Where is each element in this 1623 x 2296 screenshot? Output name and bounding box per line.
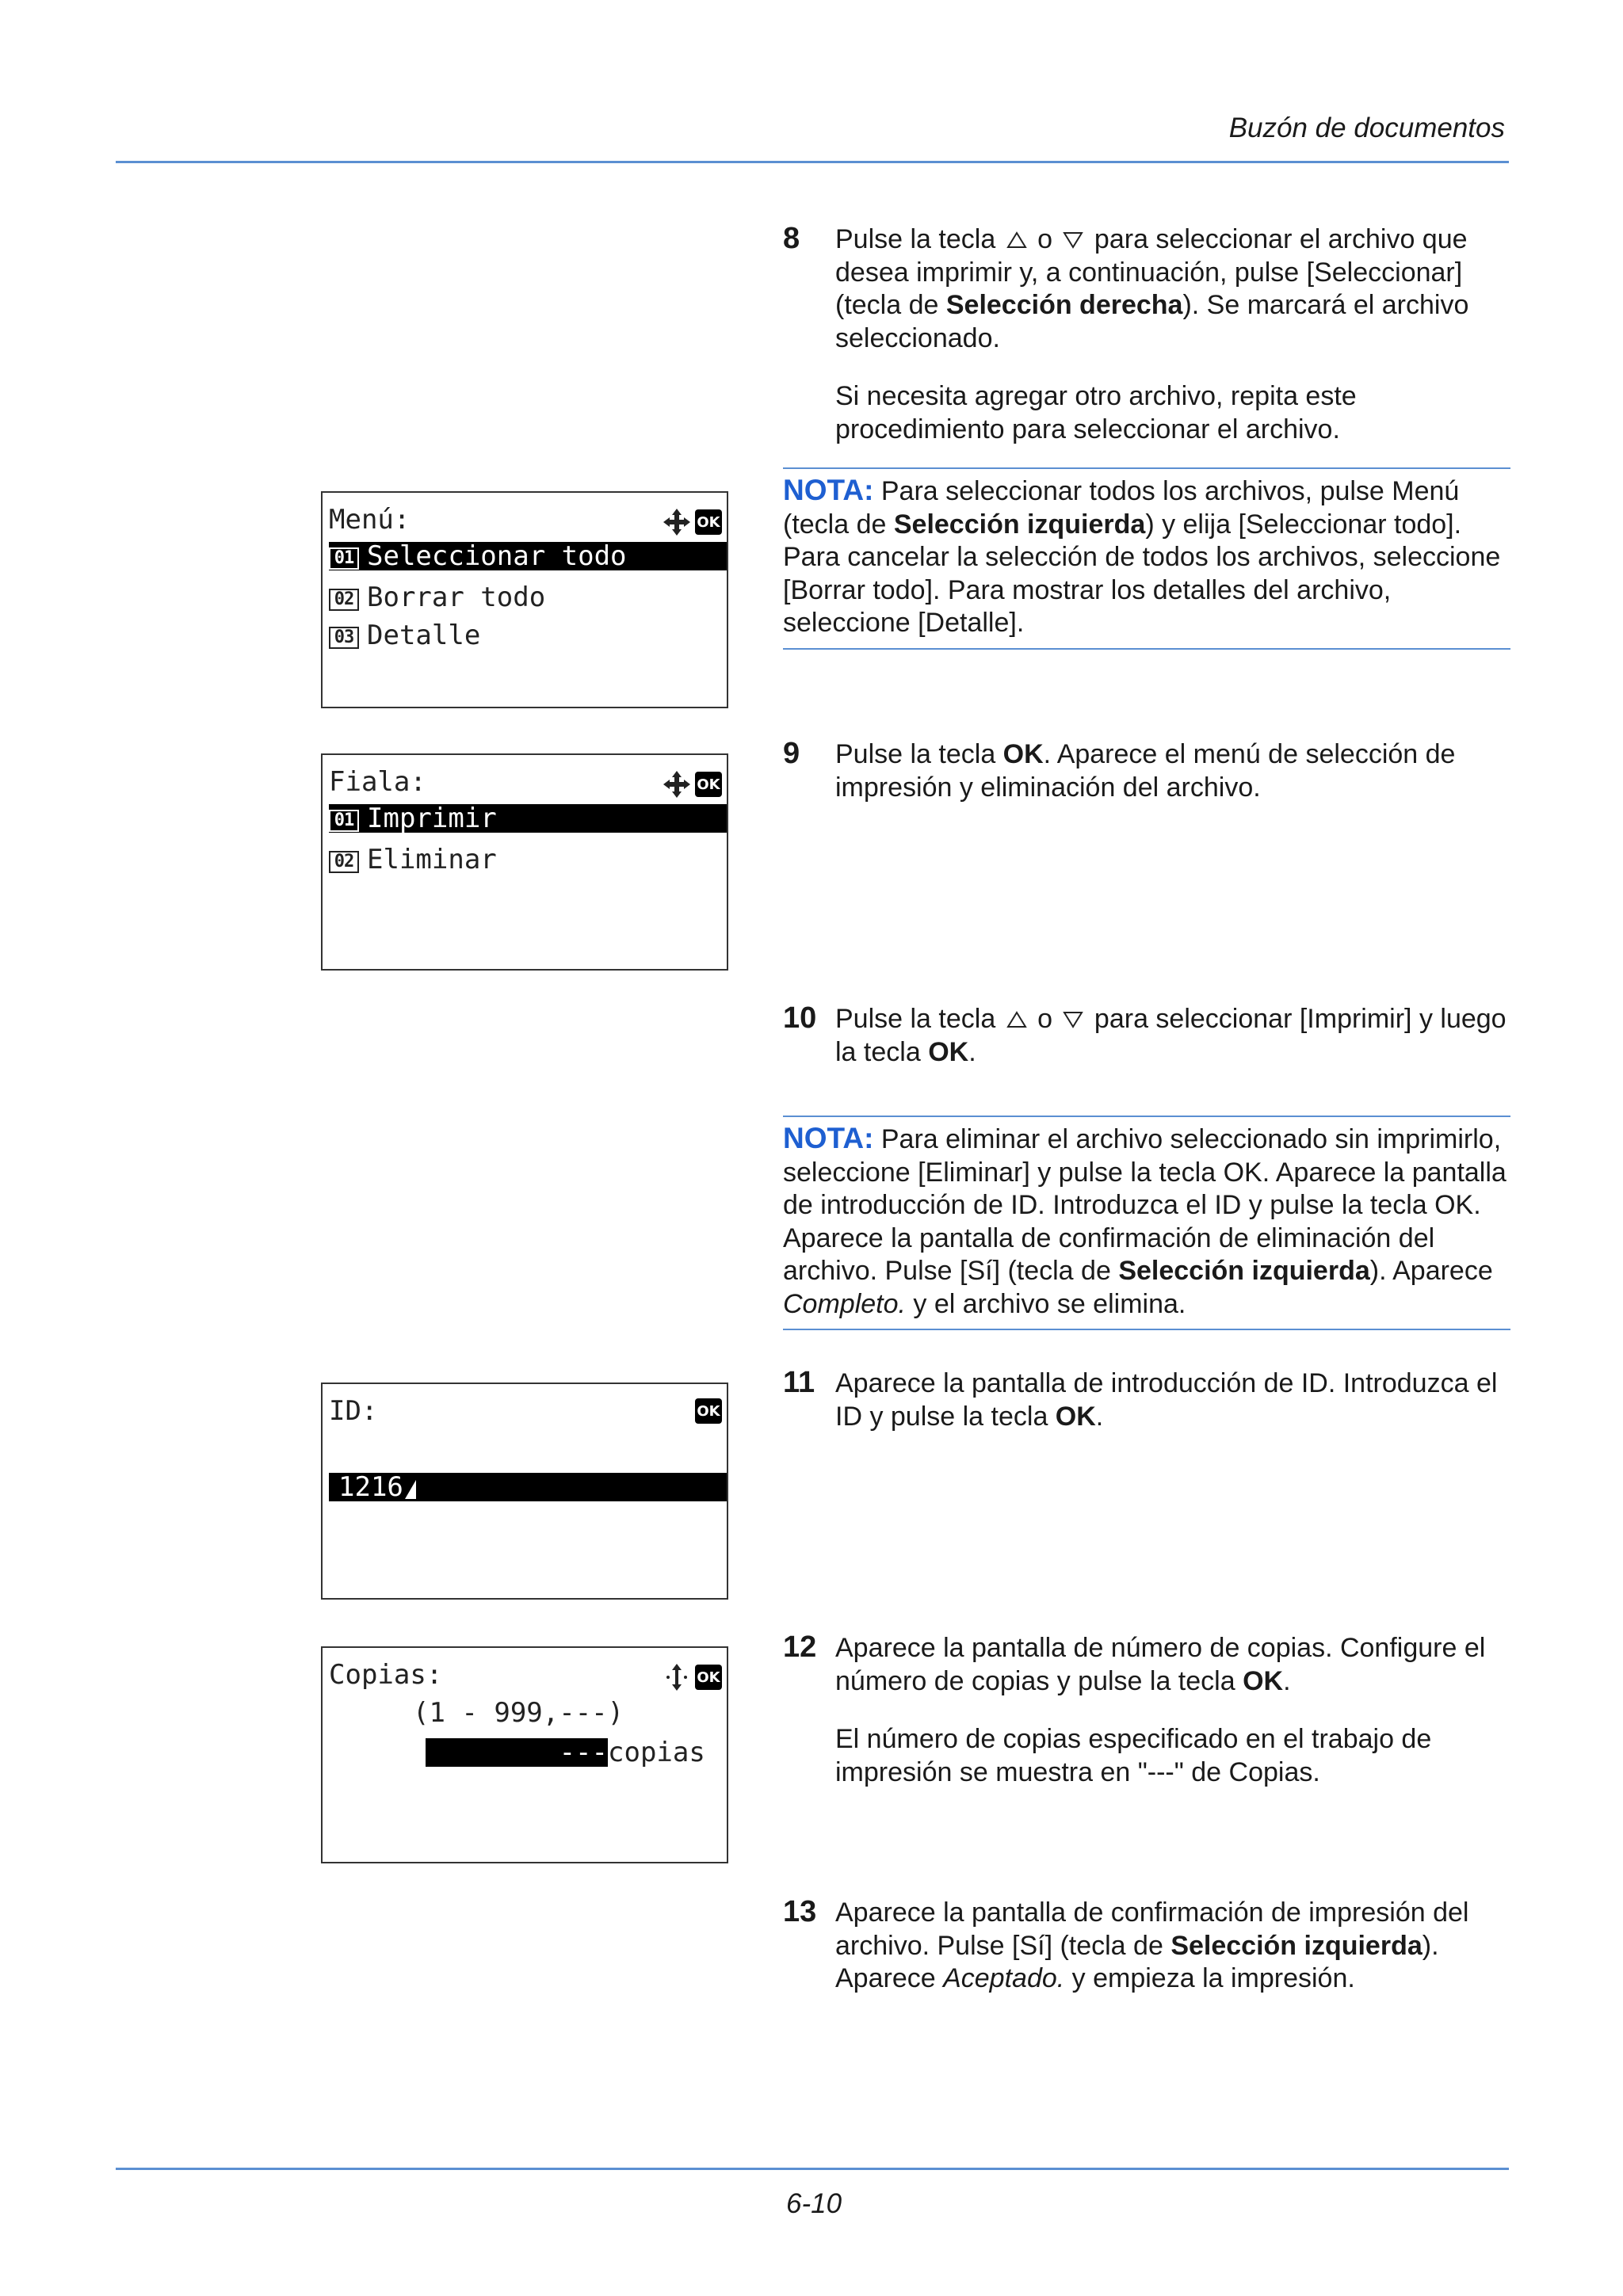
menu-item-print[interactable]: 01 Imprimir	[329, 804, 727, 833]
step-8	[783, 223, 1512, 446]
step-number: 12	[783, 1630, 817, 1664]
menu-item-clear-all[interactable]: 02 Borrar todo	[329, 583, 727, 612]
step-text: Pulse la tecla OK. Aparece el menú de selección de impresión y eliminación del archivo.	[835, 739, 1456, 803]
step-13	[783, 1897, 1512, 1996]
step-text: Aparece la pantalla de número de copias. Configure el número de copias y pulse la tecla OK.	[835, 1633, 1486, 1696]
step-number: 9	[783, 737, 800, 770]
down-triangle-icon	[1063, 1011, 1083, 1028]
screen-title: Menú:	[329, 504, 411, 536]
step-text: Aparece la pantalla de confirmación de impresión del archivo. Pulse [Sí] (tecla de Selección izquierda). Aparece Aceptado. y empieza la impresión.	[835, 1897, 1469, 1993]
footer-rule	[116, 2168, 1509, 2170]
note-delete-file: NOTA: Para eliminar el archivo seleccionado sin imprimirlo, seleccione [Eliminar] y pulse la tecla OK. Aparece la pantalla de introducción de ID. Introduzca el ID y pulse la tecla OK. Aparece la pantalla de confirmación de eliminación del archivo. Pulse [Sí] (tecla de Selección izquierda). Aparece Completo. y el archivo se elimina.	[783, 1116, 1510, 1330]
lcd-menu-screen	[321, 491, 728, 708]
page-number: 6-10	[786, 2188, 842, 2219]
ok-icon: OK	[695, 772, 722, 797]
step-number: 10	[783, 1001, 817, 1035]
step-12	[783, 1632, 1512, 1789]
note-select-all: NOTA: Para seleccionar todos los archivos, pulse Menú (tecla de Selección izquierda) y elija [Seleccionar todo]. Para cancelar la selección de todos los archivos, seleccione [Borrar todo]. Para mostrar los detalles del archivo, seleccione [Detalle].	[783, 467, 1510, 650]
item-index: 01	[329, 547, 359, 570]
ok-icon: OK	[695, 1398, 722, 1424]
screen-icons	[662, 769, 722, 799]
ok-icon: OK	[695, 509, 722, 535]
step-9	[783, 738, 1512, 804]
step-number: 11	[783, 1366, 815, 1399]
copies-row	[426, 1738, 727, 1767]
step-11	[783, 1367, 1512, 1433]
step-text: Pulse la tecla o para seleccionar el archivo que desea imprimir y, a continuación, pulse [Seleccionar] (tecla de Selección derecha). Se marcará el archivo seleccionado.	[835, 224, 1469, 353]
step-10	[783, 1003, 1512, 1069]
menu-item-detail[interactable]: 03 Detalle	[329, 621, 727, 650]
note-label: NOTA:	[783, 474, 874, 506]
lcd-copies-screen	[321, 1646, 728, 1863]
step-text: Aparece la pantalla de introducción de ID. Introduzca el ID y pulse la tecla OK.	[835, 1368, 1498, 1432]
lcd-file-screen	[321, 753, 728, 971]
item-index: 01	[329, 810, 359, 832]
screen-icons	[662, 1662, 722, 1692]
step-number: 13	[783, 1895, 817, 1928]
text-cursor-icon	[403, 1477, 418, 1501]
screen-icons	[695, 1398, 722, 1424]
down-triangle-icon	[1063, 231, 1083, 249]
copies-unit: copias	[608, 1737, 705, 1768]
item-index: 02	[329, 851, 359, 873]
header-rule	[116, 161, 1509, 163]
up-triangle-icon	[1006, 231, 1027, 249]
copies-input[interactable]: ---	[426, 1738, 608, 1767]
copies-range: (1 - 999,---)	[413, 1697, 624, 1729]
navigation-arrows-icon	[662, 507, 692, 537]
ok-icon: OK	[695, 1665, 722, 1690]
screen-title: ID:	[329, 1395, 378, 1427]
step-text: Pulse la tecla o para seleccionar [Imprimir] y luego la tecla OK.	[835, 1004, 1507, 1067]
screen-icons	[662, 507, 722, 537]
lcd-id-screen	[321, 1383, 728, 1600]
menu-item-select-all[interactable]: 01 Seleccionar todo	[329, 542, 727, 570]
navigation-arrows-icon	[662, 769, 692, 799]
screen-title: Fiala:	[329, 766, 426, 798]
menu-item-delete[interactable]: 02 Eliminar	[329, 845, 727, 874]
id-input[interactable]: 1216	[329, 1473, 727, 1501]
screen-title: Copias:	[329, 1659, 443, 1691]
item-index: 02	[329, 589, 359, 611]
step-number: 8	[783, 222, 800, 255]
step-text: El número de copias especificado en el trabajo de impresión se muestra en "---" de Copias.	[835, 1724, 1432, 1787]
note-label: NOTA:	[783, 1122, 874, 1154]
item-index: 03	[329, 627, 359, 649]
running-header: Buzón de documentos	[1228, 113, 1505, 143]
step-text: Si necesita agregar otro archivo, repita este procedimiento para seleccionar el archivo.	[835, 381, 1357, 444]
up-down-arrows-icon	[662, 1662, 692, 1692]
up-triangle-icon	[1006, 1011, 1027, 1028]
